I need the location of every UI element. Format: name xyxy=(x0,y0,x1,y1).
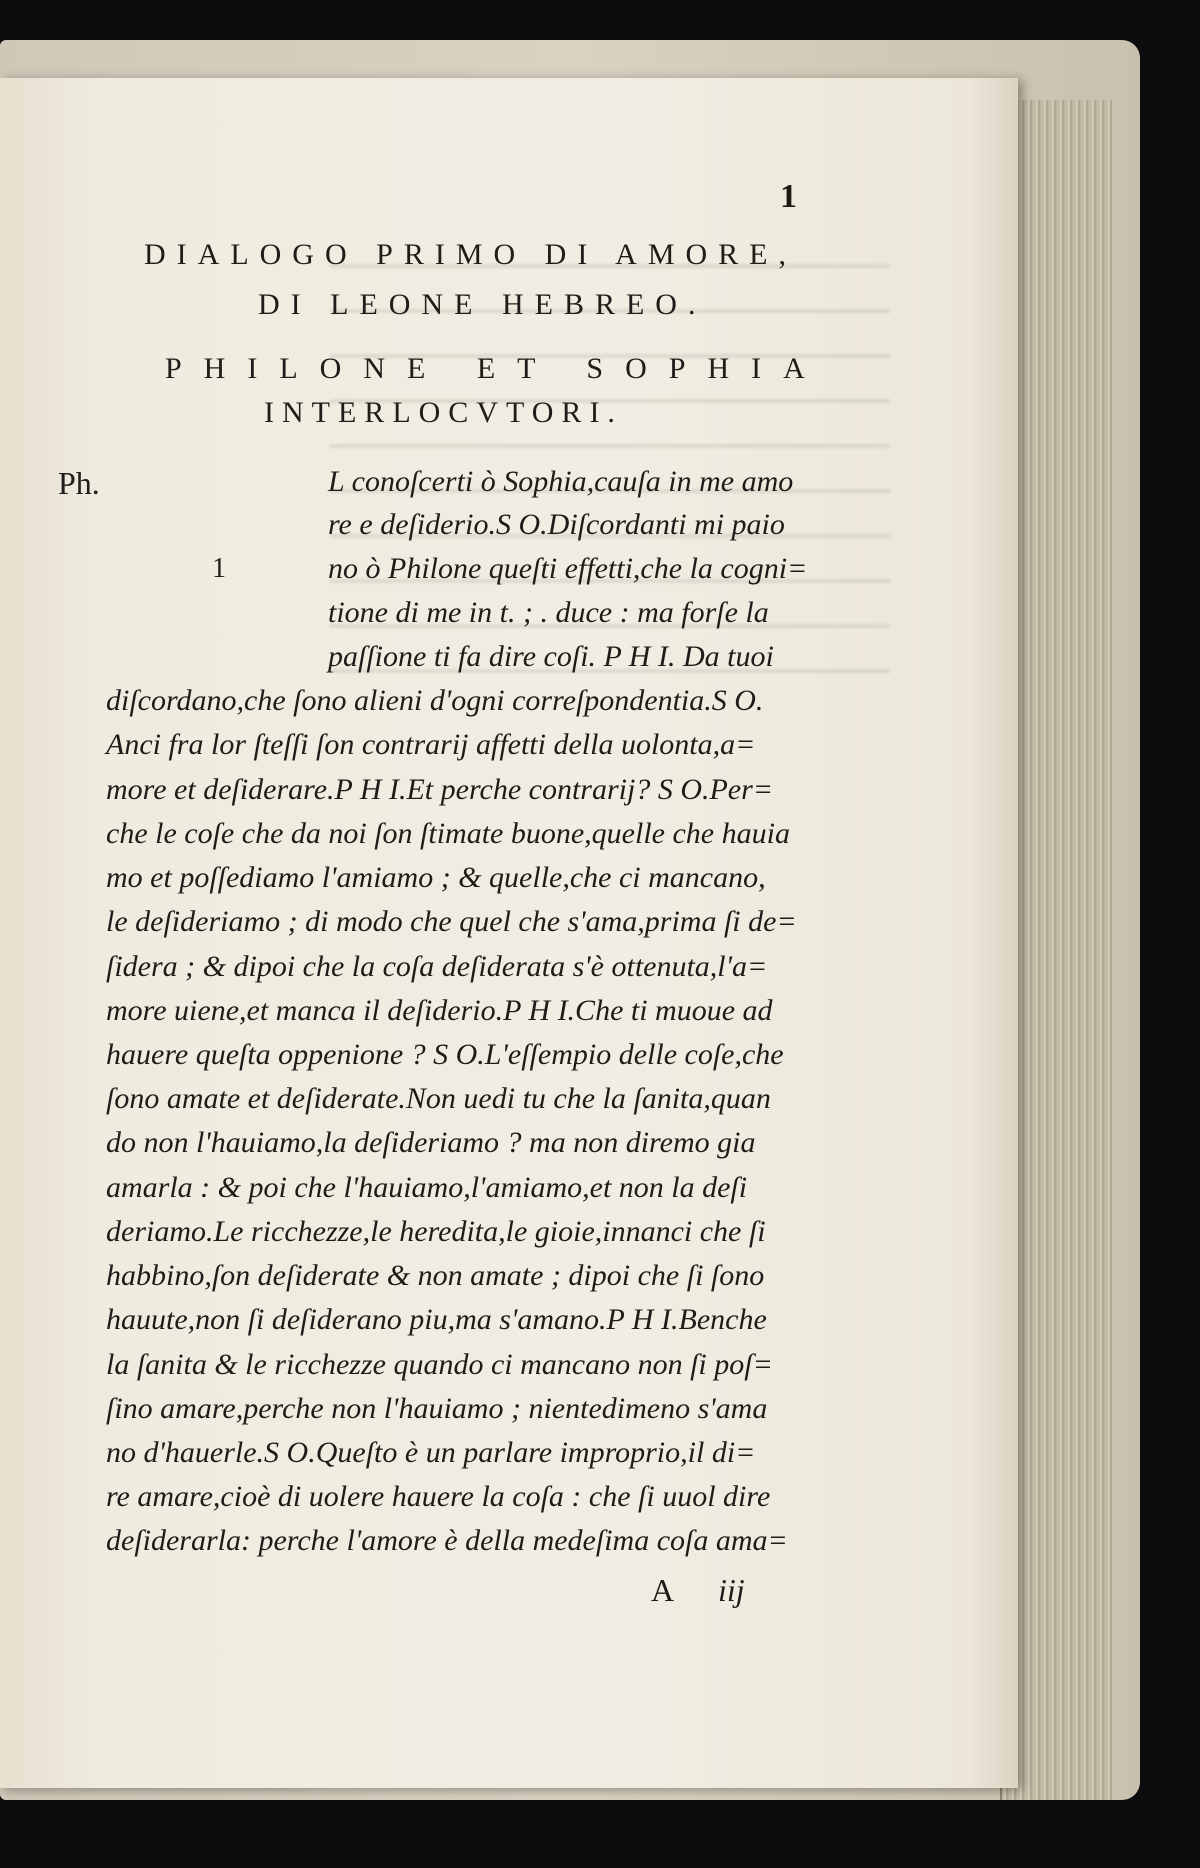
text-line: hauute,non ſi deſiderano piu,ma s'amano.P H I.Benche xyxy=(106,1303,767,1336)
text-line: ſidera ; & dipoi che la coſa deſiderata s'è ottenuta,l'a= xyxy=(106,950,768,983)
subtitle-line-1: PHILONE ET SOPHIA xyxy=(165,352,827,385)
text-line: re e deſiderio.S O.Diſcordanti mi paio xyxy=(328,508,785,541)
signature-number: iij xyxy=(718,1572,745,1608)
text-line: re amare,cioè di uolere hauere la coſa : che ſi uuol dire xyxy=(106,1480,771,1513)
text-line: tione di me in t. ; . duce : ma forſe la xyxy=(328,596,769,629)
text-line: diſcordano,che ſono alieni d'ogni correſpondentia.S O. xyxy=(106,684,764,717)
text-line: no ò Philone queſti effetti,che la cogni= xyxy=(328,552,808,585)
signature-mark: A xyxy=(651,1572,675,1608)
text-line: deſiderarla: perche l'amore è della medeſima coſa ama= xyxy=(106,1524,788,1557)
margin-speaker-label: Ph. xyxy=(58,465,100,501)
text-line: more et deſiderare.P H I.Et perche contrarij? S O.Per= xyxy=(106,773,774,806)
text-line: paſſione ti fa dire coſi. P H I. Da tuoi xyxy=(328,640,774,673)
text-line: deriamo.Le ricchezze,le heredita,le gioie,innanci che ſi xyxy=(106,1215,766,1248)
text-line: Anci fra lor ſteſſi ſon contrarij affetti della uolonta,a= xyxy=(106,728,756,761)
margin-note-number: 1 xyxy=(212,553,226,584)
text-line: mo et poſſediamo l'amiamo ; & quelle,che ci mancano, xyxy=(106,861,766,894)
title-line-1: DIALOGO PRIMO DI AMORE, xyxy=(144,238,798,271)
text-line: amarla : & poi che l'hauiamo,l'amiamo,et non la deſi xyxy=(106,1171,748,1204)
text-line: habbino,ſon deſiderate & non amate ; dipoi che ſi ſono xyxy=(106,1259,765,1292)
text-line: do non l'hauiamo,la deſideriamo ? ma non diremo gia xyxy=(106,1126,756,1159)
text-line: che le coſe che da noi ſon ſtimate buone,quelle che hauia xyxy=(106,817,790,850)
text-line: L conoſcerti ò Sophia,cauſa in me amo xyxy=(328,465,794,498)
text-line: hauere queſta oppenione ? S O.L'eſſempio delle coſe,che xyxy=(106,1038,784,1071)
text-line: no d'hauerle.S O.Queſto è un parlare improprio,il di= xyxy=(106,1436,756,1469)
subtitle-line-2: INTERLOCVTORI. xyxy=(264,396,623,429)
page-number: 1 xyxy=(780,178,797,215)
text-line: la ſanita & le ricchezze quando ci mancano non ſi poſ= xyxy=(106,1348,773,1381)
text-line: ſino amare,perche non l'hauiamo ; nientedimeno s'ama xyxy=(106,1392,768,1425)
title-line-2: DI LEONE HEBREO. xyxy=(258,288,707,321)
text-line: le deſideriamo ; di modo che quel che s'ama,prima ſi de= xyxy=(106,905,797,938)
text-line: more uiene,et manca il deſiderio.P H I.Che ti muoue ad xyxy=(106,994,773,1027)
text-line: ſono amate et deſiderate.Non uedi tu che la ſanita,quan xyxy=(106,1082,771,1115)
